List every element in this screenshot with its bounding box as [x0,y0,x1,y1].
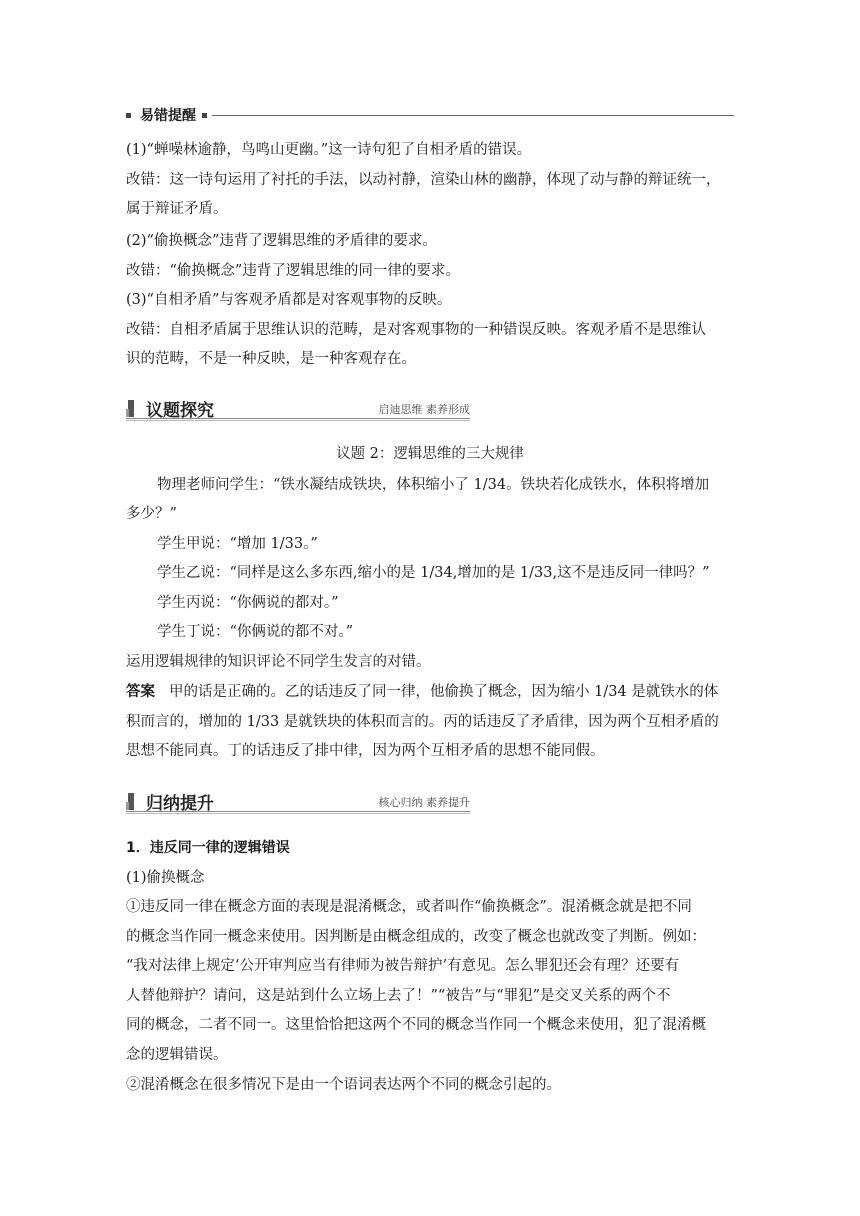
square-bullet-icon [202,113,207,118]
summary-line: ②混淆概念在很多情况下是由一个语词表达两个不同的概念引起的。 [126,1077,561,1093]
body-line: 学生乙说：“同样是这么多东西,缩小的是 1/34,增加的是 1/33,这不是违反同一律吗？” [157,565,710,581]
divider [126,418,470,419]
section-title: 议题探究 [146,401,214,421]
tip-title: 易错提醒 [140,108,196,124]
summary-line: “我对法律上规定‘公开审判应当有律师为被告辩护’有意见。怎么罪犯还会有理？还要有 [126,958,680,974]
summary-line: 的概念当作同一概念来使用。因判断是由概念组成的，改变了概念也就改变了判断。例如： [126,929,706,945]
summary-subheading: (1)偷换概念 [126,870,205,886]
tip-line: 改错：“偷换概念”违背了逻辑思维的同一律的要求。 [126,263,460,279]
tip-line: 识的范畴，不是一种反映，是一种客观存在。 [126,351,416,367]
tip-line: 属于辩证矛盾。 [126,201,228,217]
body-line: 多少？” [126,506,177,522]
answer-label: 答案 [126,684,155,700]
banner-bar-icon [126,409,129,417]
section-title: 归纳提升 [146,794,214,814]
section-banner-summary [126,789,470,813]
answer-line: 思想不能同真。丁的话违反了排中律，因为两个互相矛盾的思想不能同假。 [126,743,605,759]
divider [126,420,470,421]
tip-line: (2)“偷换概念”违背了逻辑思维的矛盾律的要求。 [126,233,437,249]
divider [126,813,470,814]
tip-line: 改错：自相矛盾属于思维认识的范畴，是对客观事物的一种错误反映。客观矛盾不是思维认 [126,322,706,338]
answer-text: 甲的话是正确的。乙的话违反了同一律，他偷换了概念，因为缩小 1/34 是就铁水的体 [169,684,719,700]
section-banner-inquiry [126,396,470,420]
summary-line: 念的逻辑错误。 [126,1047,228,1063]
body-line: 学生丙说：“你俩说的都对。” [157,595,339,611]
divider [126,811,470,812]
answer-line: 积而言的，增加的 1/33 是就铁块的体积而言的。丙的话违反了矛盾律，因为两个互相矛盾的 [126,714,719,730]
tip-header [126,105,734,125]
tip-line: 改错：这一诗句运用了衬托的手法，以动衬静，渲染山林的幽静，体现了动与静的辩证统一， [126,172,721,188]
divider [212,115,734,116]
body-line: 运用逻辑规律的知识评论不同学生发言的对错。 [126,654,431,670]
summary-line: ①违反同一律在概念方面的表现是混淆概念，或者叫作“偷换概念”。混淆概念就是把不同 [126,899,692,915]
tip-line: (1)“蝉噪林逾静，鸟鸣山更幽。”这一诗句犯了自相矛盾的错误。 [126,142,532,158]
banner-bar-icon [126,802,129,810]
summary-line: 人替他辩护？请问，这是站到什么立场上去了！”“被告”与“罪犯”是交叉关系的两个不 [126,988,671,1004]
body-line: 物理老师问学生：“铁水凝结成铁块，体积缩小了 1/34。铁块若化成铁水，体积将增加 [157,477,710,493]
topic-title: 议题 2：逻辑思维的三大规律 [336,446,524,462]
summary-heading: 1．违反同一律的逻辑错误 [126,840,290,856]
section-subtitle: 核心归纳 素养提升 [378,796,470,809]
body-line: 学生甲说：“增加 1/33。” [157,536,318,552]
summary-line: 同的概念，二者不同一。这里恰恰把这两个不同的概念当作同一个概念来使用，犯了混淆概 [126,1017,706,1033]
square-bullet-icon [126,113,131,118]
answer-line [126,682,718,702]
tip-line: (3)“自相矛盾”与客观矛盾都是对客观事物的反映。 [126,292,452,308]
section-subtitle: 启迪思维 素养形成 [378,403,470,416]
body-line: 学生丁说：“你俩说的都不对。” [157,624,354,640]
